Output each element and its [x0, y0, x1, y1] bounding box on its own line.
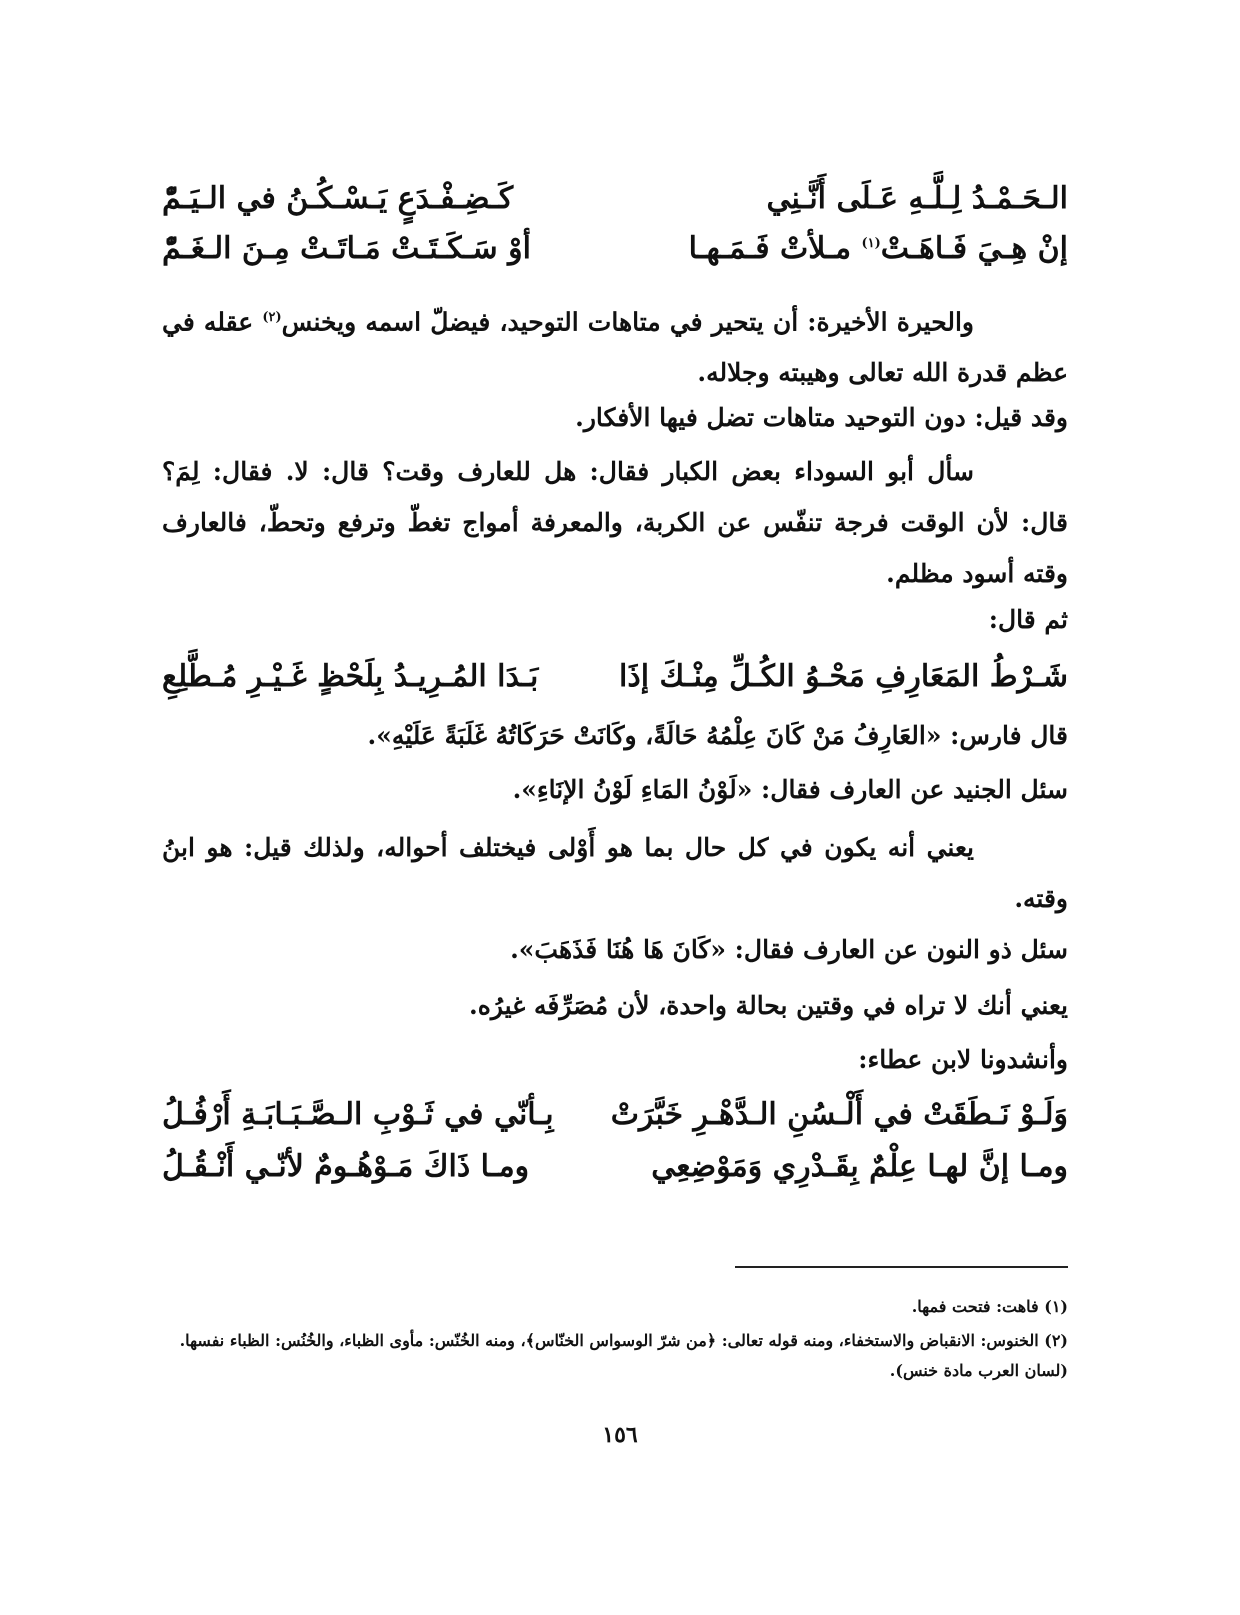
verse-line — [162, 1094, 1068, 1134]
paragraph — [162, 292, 1068, 398]
verse-line — [162, 178, 1068, 218]
footnote-ref: (١) — [861, 235, 881, 251]
paragraph: يعني أنه يكون في كل حال بما هو أَوْلى فيختلف أحواله، ولذلك قيل: هو ابنُ وقته. — [162, 833, 1068, 913]
verse-hemistich-right — [689, 231, 1068, 266]
footnote: (٢) الخنوس: الانقباض والاستخفاء، ومنه قوله تعالى: ﴿من شرّ الوسواس الخنّاس﴾، ومنه الخُنّس: مأوى الظباء، والخُنُس: الظباء نفسها. (لسان العرب مادة خنس). — [179, 1331, 1068, 1380]
paragraph-text: عقله في عظم قدرة الله تعالى وهيبته وجلاله. — [162, 307, 1068, 388]
verse-hemistich-right: الـحَـمْـدُ لِـلَّـهِ عَـلَى أَنَّـنِي — [766, 180, 1068, 216]
paragraph: سئل ذو النون عن العارف فقال: «كَانَ هَا هُنَا فَذَهَبَ». — [510, 935, 1068, 964]
footnote-separator — [735, 1266, 1068, 1268]
verse-line — [162, 228, 1068, 268]
paragraph-text: والحيرة الأخيرة: أن يتحير في متاهات التوحيد، فيضلّ اسمه ويخنس — [281, 307, 974, 337]
verse-line — [162, 1146, 1068, 1186]
paragraph: سئل الجنيد عن العارف فقال: «لَوْنُ المَاءِ لَوْنُ الإنَاءِ». — [512, 775, 1068, 804]
footnote-ref: (٢) — [262, 310, 282, 325]
verse-hemistich-left: ومـا ذَاكَ مَـوْهُـومٌ لأنّـي أَنْـقُـلُ — [162, 1148, 530, 1184]
verse-hemistich-left: أوْ سَـكَـتَـتْ مَـاتَـتْ مِـنَ الـغَـمّْ — [162, 230, 531, 266]
verse-hemistich-left: بِـأنّي في ثَـوْبِ الـصَّـبَـابَـةِ أَرْفُـلُ — [162, 1096, 554, 1132]
paragraph: وأنشدونا لابن عطاء: — [858, 1045, 1068, 1074]
page-number: ١٥٦ — [602, 1422, 638, 1448]
verse-hemistich-left: كَـضِـفْـدَعٍ يَـسْـكُـنُ في الـيَـمّْ — [162, 180, 514, 216]
verse-hemistich-right: ومـا إنَّ لهـا عِلْمٌ بِقَـدْرِي وَمَوْضِعِي — [651, 1148, 1068, 1184]
paragraph: قال فارس: «العَارِفُ مَنْ كَانَ عِلْمُهُ حَالَةً، وكَانَتْ حَرَكَاتُهُ غَلَبَةً عَلَيْهِ». — [367, 721, 1068, 750]
paragraph: وقد قيل: دون التوحيد متاهات تضل فيها الأفكار. — [575, 403, 1068, 432]
paragraph: سأل أبو السوداء بعض الكبار فقال: هل للعارف وقت؟ قال: لا. فقال: لِمَ؟ قال: لأن الوقت فرجة تنفّس عن الكربة، والمعرفة أمواج تغطّ وترفع وتحطّ، فالعارف وقته أسود مظلم. — [162, 457, 1068, 588]
verse-line — [162, 656, 1068, 696]
footnote: (١) فاهت: فتحت فمها. — [911, 1297, 1068, 1316]
verse-text: إنْ هِـيَ فَـاهَـتْ — [880, 230, 1068, 266]
verse-hemistich-right: وَلَـوْ نَـطَقَتْ في أَلْـسُنِ الـدَّهْـرِ خَبَّرَتْ — [610, 1096, 1068, 1132]
paragraph: ثم قال: — [988, 605, 1068, 634]
paragraph: يعني أنك لا تراه في وقتين بحالة واحدة، لأن مُصَرِّفَه غيرُه. — [469, 991, 1068, 1020]
verse-hemistich-right: شَـرْطُ المَعَارِفِ مَحْـوُ الكُـلِّ مِنْـكَ إذَا — [619, 658, 1068, 694]
verse-hemistich-left: بَـدَا المُـرِيـدُ بِلَحْظٍ غَـيْـرِ مُـطَّلِعِ — [162, 658, 539, 694]
verse-text: مـلأتْ فَـمَـهـا — [688, 230, 852, 266]
